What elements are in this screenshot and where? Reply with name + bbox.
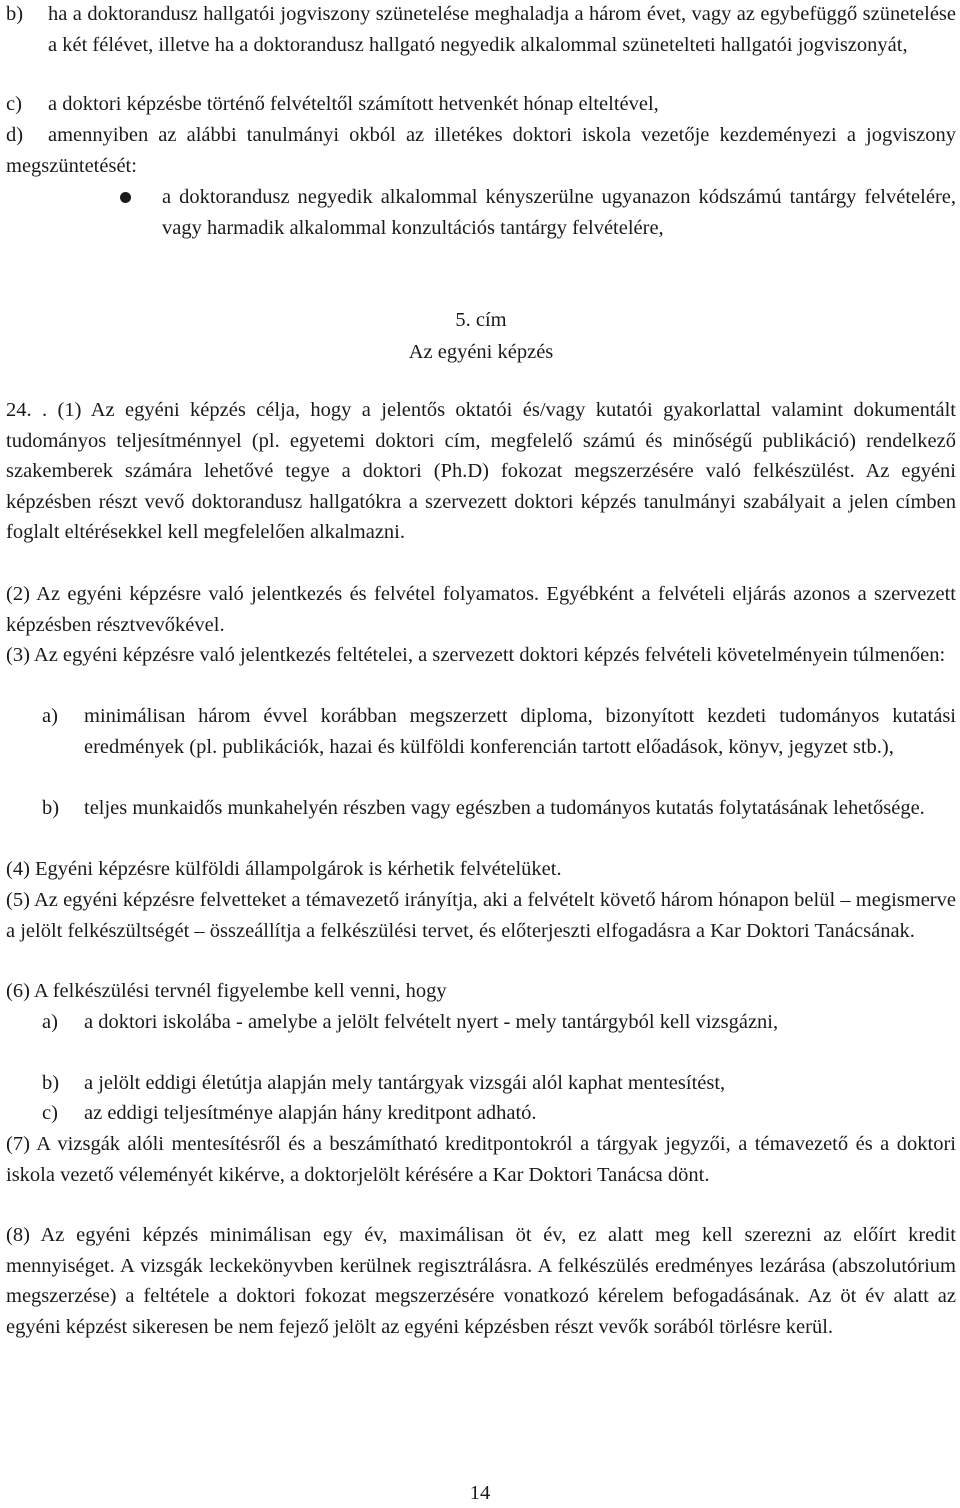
list-label: a) <box>42 1011 58 1033</box>
list-item <box>6 701 956 762</box>
list-item <box>6 1007 956 1038</box>
paragraph-3: (3) Az egyéni képzésre való jelentkezés feltételei, a szervezett doktori képzés felvételi követelményein túlmenően: <box>6 644 946 666</box>
list-text: teljes munkaidős munkahelyén részben vagy egészben a tudományos kutatás folytatásának lehetősége. <box>84 797 925 819</box>
list-item <box>6 120 956 181</box>
list-item <box>6 1098 956 1129</box>
list-label: c) <box>6 93 22 115</box>
list-text: a jelölt eddigi életútja alapján mely tantárgyak vizsgái alól kaphat mentesítést, <box>84 1072 726 1094</box>
list-item <box>6 1068 956 1099</box>
list-item <box>6 0 956 60</box>
list-item <box>6 89 956 120</box>
chapter-number: 5. cím <box>455 309 507 331</box>
chapter-title: Az egyéni képzés <box>408 341 554 363</box>
bullet-item <box>6 182 956 243</box>
bullet-icon <box>120 192 131 203</box>
list-label: a) <box>42 705 58 727</box>
paragraph-6: (6) A felkészülési tervnél figyelembe kell venni, hogy <box>6 980 447 1002</box>
list-text: a doktori iskolába - amelybe a jelölt felvételt nyert - mely tantárgyból kell vizsgázni, <box>84 1011 779 1033</box>
list-text: az eddigi teljesítménye alapján hány kreditpont adható. <box>84 1102 537 1124</box>
paragraph-5: (5) Az egyéni képzésre felvetteket a témavezető irányítja, aki a felvételt követő három hónapon belül – megismerve a jelölt felkészültségét – összeállítja a felkészülési tervet, és előterjeszti elfogadásra a Kar Doktori Tanácsának. <box>6 889 956 942</box>
list-text: minimálisan három évvel korábban megszerzett diploma, bizonyított kezdeti tudományos kutatási eredmények (pl. publikációk, hazai és külföldi konferencián tartott előadások, könyv, jegyzet stb.), <box>84 705 956 758</box>
list-label: b) <box>6 3 24 25</box>
paragraph-4: (4) Egyéni képzésre külföldi állampolgárok is kérhetik felvételüket. <box>6 858 562 880</box>
list-label: c) <box>42 1102 58 1124</box>
list-item <box>6 793 956 824</box>
paragraph-2: (2) Az egyéni képzésre való jelentkezés és felvétel folyamatos. Egyébként a felvételi eljárás azonos a szervezett képzésben résztvevőkével. <box>6 583 956 636</box>
list-label: b) <box>42 797 60 819</box>
list-text: amennyiben az alábbi tanulmányi okból az illetékes doktori iskola vezetője kezdeményezi a jogviszony megszüntetését: <box>6 124 956 177</box>
list-text: a doktori képzésbe történő felvételtől számított hetvenkét hónap elteltével, <box>48 93 659 115</box>
list-text: ha a doktorandusz hallgatói jogviszony szünetelése meghaladja a három évet, vagy az egybefüggő szünetelése a két félévet, illetve ha a doktorandusz hallgató negyedik alkalommal szünetelteti hallgatói jogviszonyát, <box>48 3 956 56</box>
page-number: 14 <box>469 1482 491 1504</box>
list-label: d) <box>6 124 24 146</box>
paragraph-1: 24. . (1) Az egyéni képzés célja, hogy a jelentős oktatói és/vagy kutatói gyakorlattal valamint dokumentált tudományos teljesítménnyel (pl. egyetemi doktori cím, megfelelő számú és minőségű publikáció) rendelkező szakemberek számára lehetővé tegye a doktori (Ph.D) fokozat megszerzésére való felkészülést. Az egyéni képzésben részt vevő doktorandusz hallgatókra a szervezett doktori képzés tanulmányi szabályait a jelen címben foglalt eltérésekkel kell megfelelően alkalmazni. <box>6 399 956 543</box>
list-label: b) <box>42 1072 60 1094</box>
bullet-text: a doktorandusz negyedik alkalommal kényszerülne ugyanazon kódszámú tantárgy felvételére, vagy harmadik alkalommal konzultációs tantárgy felvételére, <box>162 186 956 239</box>
paragraph-7: (7) A vizsgák alóli mentesítésről és a beszámítható kreditpontokról a tárgyak jegyzői, a témavezető és a doktori iskola vezető véleményét kikérve, a doktorjelölt kérésére a Kar Doktori Tanácsa dönt. <box>6 1133 956 1186</box>
paragraph-8: (8) Az egyéni képzés minimálisan egy év, maximálisan öt év, ez alatt meg kell szerezni az előírt kredit mennyiséget. A vizsgák leckekönyvben kerülnek regisztrálásra. A felkészülés eredményes lezárása (abszolutórium megszerzése) a feltétele a doktori fokozat megszerzésére vonatkozó kérelem befogadásának. Az öt év alatt az egyéni képzést sikeresen be nem fejező jelölt az egyéni képzésben részt vevők sorából törlésre kerül. <box>6 1224 956 1338</box>
